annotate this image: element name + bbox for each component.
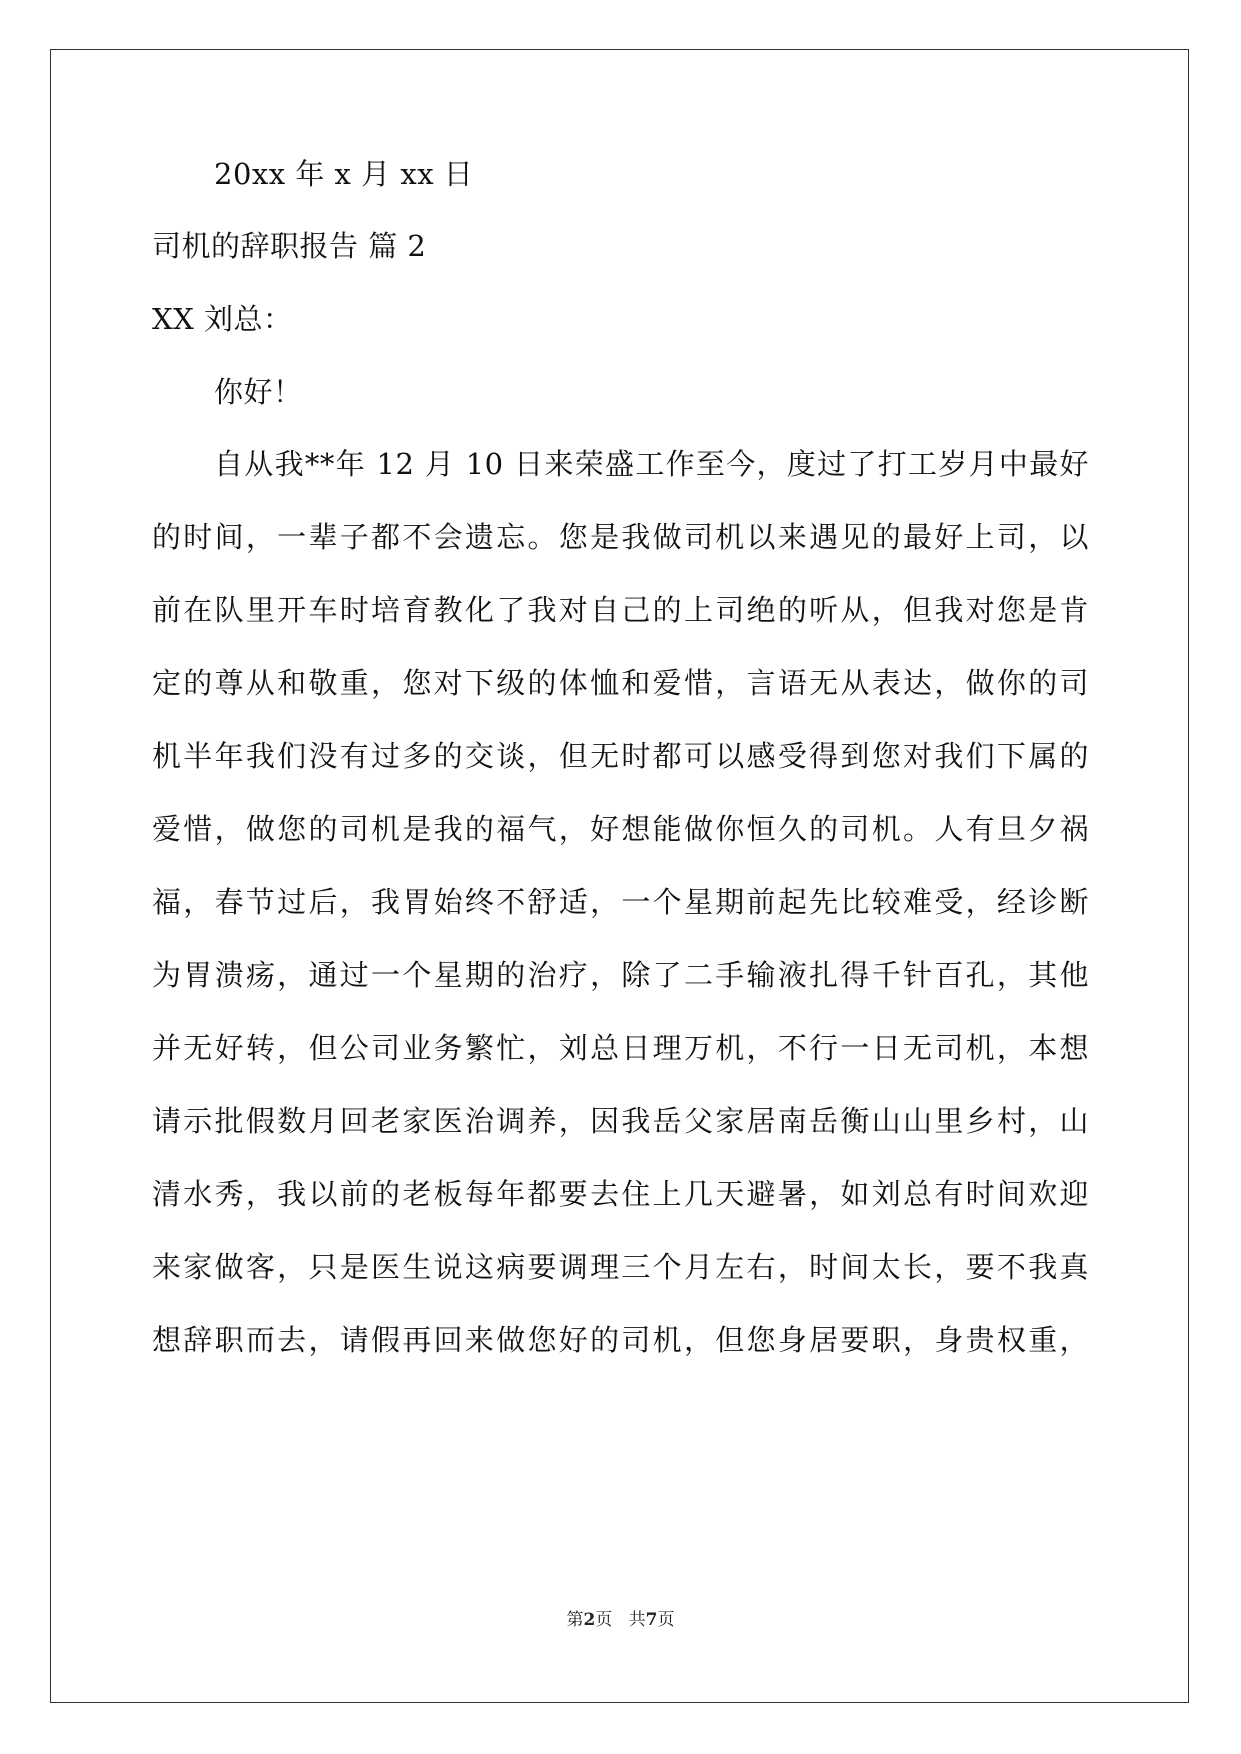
body-line: 定的尊从和敬重，您对下级的体恤和爱惜，言语无从表达，做你的司: [152, 666, 1089, 700]
salutation: XX 刘总：: [152, 302, 293, 336]
footer-page-suffix: 页: [595, 1610, 613, 1630]
body-line: 前在队里开车时培育教化了我对自己的上司绝的听从，但我对您是肯: [152, 593, 1089, 627]
footer-total-pages: 7: [645, 1610, 658, 1630]
footer-current-page: 2: [583, 1610, 596, 1630]
body-line: 并无好转，但公司业务繁忙，刘总日理万机，不行一日无司机，本想: [152, 1031, 1089, 1065]
body-line: 爱惜，做您的司机是我的福气，好想能做你恒久的司机。人有旦夕祸: [152, 812, 1089, 846]
body-line: 机半年我们没有过多的交谈，但无时都可以感受得到您对我们下属的: [152, 739, 1089, 773]
body-line: 自从我**年 12 月 10 日来荣盛工作至今，度过了打工岁月中最好: [214, 447, 1089, 481]
body-line: 福，春节过后，我胃始终不舒适，一个星期前起先比较难受，经诊断: [152, 885, 1089, 919]
body-line: 的时间，一辈子都不会遗忘。您是我做司机以来遇见的最好上司，以: [152, 520, 1089, 554]
body-line: 为胃溃疡，通过一个星期的治疗，除了二手输液扎得千针百孔，其他: [152, 958, 1089, 992]
body-line: 请示批假数月回老家医治调养，因我岳父家居南岳衡山山里乡村，山: [152, 1104, 1089, 1138]
footer-page-prefix: 第: [566, 1610, 584, 1630]
page-border: [50, 49, 1189, 1703]
page-footer: [0, 1609, 1241, 1631]
body-line: 来家做客，只是医生说这病要调理三个月左右，时间太长，要不我真: [152, 1250, 1089, 1284]
date-line: 20xx 年 x 月 xx 日: [214, 157, 474, 191]
section-title: 司机的辞职报告 篇 2: [152, 229, 427, 263]
greeting: 你好！: [214, 375, 303, 409]
body-line: 想辞职而去，请假再回来做您好的司机，但您身居要职，身贵权重，: [152, 1323, 1089, 1357]
footer-total-prefix: 共: [628, 1610, 646, 1630]
body-line: 清水秀，我以前的老板每年都要去住上几天避暑，如刘总有时间欢迎: [152, 1177, 1089, 1211]
footer-total-suffix: 页: [657, 1610, 675, 1630]
